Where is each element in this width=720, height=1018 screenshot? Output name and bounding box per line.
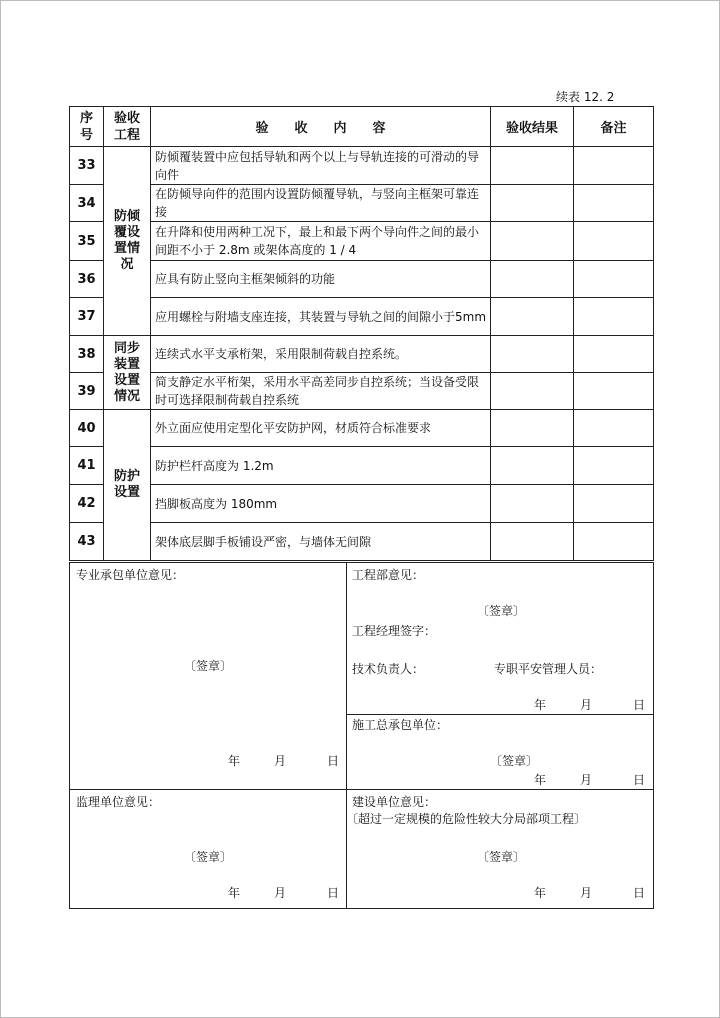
subcontractor-seal: 〔签章〕 [184, 659, 233, 673]
subcontractor-label: 专业承包单位意见： [76, 568, 185, 582]
remark-cell[interactable] [574, 485, 654, 523]
row-content: 防倾覆装置中应包括导轨和两个以上与导轨连接的可滑动的导向件 [151, 147, 491, 185]
result-cell[interactable] [491, 447, 574, 485]
result-cell[interactable] [491, 336, 574, 373]
table-row [70, 523, 654, 561]
row-content: 应具有防止竖向主框架倾斜的功能 [151, 261, 491, 298]
remark-cell[interactable] [574, 410, 654, 447]
table-row [70, 147, 654, 185]
result-cell[interactable] [491, 373, 574, 410]
row-content: 架体底层脚手板铺设严密，与墙体无间隙 [151, 523, 491, 561]
project-dept-seal: 〔签章〕 [477, 604, 526, 618]
owner-date-day: 日 [633, 886, 646, 900]
category-label: 同步装置设置情况 [113, 340, 140, 404]
general-contractor-label: 施工总承包单位： [352, 718, 449, 732]
result-cell[interactable] [491, 523, 574, 561]
owner-date-year: 年 [534, 886, 547, 900]
row-no: 43 [70, 523, 104, 561]
row-content: 简支静定水平桁架，采用水平高差同步自控系统；当设备受限时可选择限制荷载自控系统 [151, 373, 491, 410]
remark-cell[interactable] [574, 147, 654, 185]
subcontractor-opinion-cell[interactable] [70, 563, 347, 790]
general-contractor-date-day: 日 [633, 773, 646, 787]
table-row [70, 261, 654, 298]
signature-table [69, 562, 654, 909]
remark-cell[interactable] [574, 523, 654, 561]
general-contractor-cell[interactable] [347, 715, 654, 790]
table-caption: 续表 12. 2 [556, 90, 615, 104]
subcontractor-date-month: 月 [274, 754, 287, 768]
general-contractor-seal: 〔签章〕 [490, 754, 539, 768]
row-content: 在防倾导向件的范围内设置防倾覆导轨，与竖向主框架可靠连接 [151, 185, 491, 222]
project-manager-signature: 工程经理签字： [352, 624, 437, 638]
row-no: 38 [70, 336, 104, 373]
supervisor-opinion-cell[interactable] [70, 790, 347, 909]
table-row [70, 410, 654, 447]
supervisor-seal: 〔签章〕 [184, 850, 233, 864]
subcontractor-date-year: 年 [228, 754, 241, 768]
row-content: 在升降和使用两种工况下，最上和最下两个导向件之间的最小间距不小于 2.8m 或架体高度的 1 / 4 [151, 222, 491, 261]
row-no: 37 [70, 298, 104, 336]
result-cell[interactable] [491, 185, 574, 222]
owner-seal: 〔签章〕 [477, 850, 526, 864]
row-no: 34 [70, 185, 104, 222]
project-dept-label: 工程部意见： [352, 568, 425, 582]
row-no: 35 [70, 222, 104, 261]
result-cell[interactable] [491, 222, 574, 261]
row-no: 36 [70, 261, 104, 298]
table-row [70, 447, 654, 485]
remark-cell[interactable] [574, 373, 654, 410]
remark-cell[interactable] [574, 185, 654, 222]
row-content: 外立面应使用定型化平安防护网，材质符合标准要求 [151, 410, 491, 447]
row-no: 40 [70, 410, 104, 447]
result-cell[interactable] [491, 298, 574, 336]
remark-cell[interactable] [574, 298, 654, 336]
row-content: 连续式水平支承桁架，采用限制荷载自控系统。 [151, 336, 491, 373]
project-dept-date-day: 日 [633, 698, 646, 712]
general-contractor-date-year: 年 [534, 773, 547, 787]
remark-cell[interactable] [574, 336, 654, 373]
category-label: 防倾覆设置情况 [113, 209, 140, 272]
row-content: 防护栏杆高度为 1.2m [151, 447, 491, 485]
safety-manager-label: 专职平安管理人员： [494, 662, 603, 676]
general-contractor-date-month: 月 [580, 773, 593, 787]
row-no: 39 [70, 373, 104, 410]
table-header-row [70, 107, 654, 147]
remark-cell[interactable] [574, 447, 654, 485]
category-label: 防护设置 [113, 469, 140, 500]
supervisor-date-month: 月 [274, 886, 287, 900]
table-row [70, 185, 654, 222]
result-cell[interactable] [491, 410, 574, 447]
owner-opinion-cell[interactable] [347, 790, 654, 909]
result-cell[interactable] [491, 147, 574, 185]
supervisor-date-day: 日 [327, 886, 340, 900]
category-cell [104, 410, 151, 561]
project-dept-date-year: 年 [534, 698, 547, 712]
header-result: 验收结果 [491, 107, 574, 147]
supervisor-label: 监理单位意见： [76, 795, 161, 809]
table-row [70, 336, 654, 373]
row-no: 41 [70, 447, 104, 485]
header-remark: 备注 [574, 107, 654, 147]
header-no: 序号 [70, 107, 104, 147]
result-cell[interactable] [491, 261, 574, 298]
table-row [70, 485, 654, 523]
row-content: 挡脚板高度为 180mm [151, 485, 491, 523]
row-no: 42 [70, 485, 104, 523]
table-row [70, 298, 654, 336]
technical-lead-label: 技术负责人： [352, 662, 425, 676]
remark-cell[interactable] [574, 222, 654, 261]
result-cell[interactable] [491, 485, 574, 523]
table-row [70, 373, 654, 410]
table-row [70, 222, 654, 261]
owner-label: 建设单位意见： [352, 795, 437, 809]
supervisor-date-year: 年 [228, 886, 241, 900]
category-cell [104, 336, 151, 410]
inspection-table [69, 106, 654, 561]
header-category: 验收工程 [104, 107, 151, 147]
remark-cell[interactable] [574, 261, 654, 298]
project-dept-date-month: 月 [580, 698, 593, 712]
row-content: 应用螺栓与附墙支座连接，其装置与导轨之间的间隙小于5mm [151, 298, 491, 336]
project-dept-opinion-cell[interactable] [347, 563, 654, 715]
category-cell [104, 147, 151, 336]
header-content: 验 收 内 容 [151, 107, 491, 147]
owner-note: 〔超过一定规模的危险性较大分局部项工程〕 [346, 812, 587, 826]
row-no: 33 [70, 147, 104, 185]
subcontractor-date-day: 日 [327, 754, 340, 768]
owner-date-month: 月 [580, 886, 593, 900]
